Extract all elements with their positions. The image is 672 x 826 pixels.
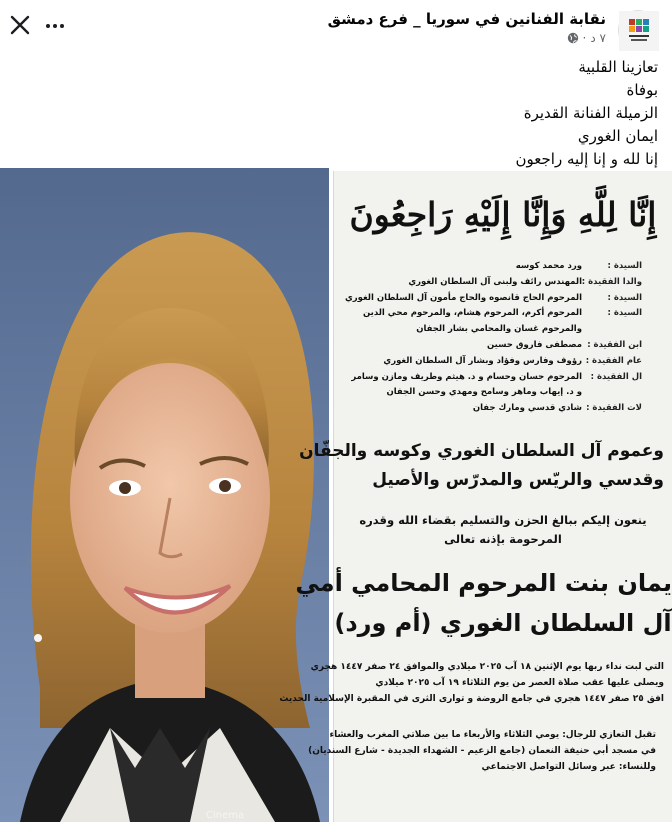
relative-row [334,354,642,370]
deceased-line: يمان بنت المرحوم المحامي أمي [295,568,672,597]
relative-row [334,275,642,291]
families-text [299,437,672,495]
relatives-list [334,259,672,417]
families-line: وقدسي والريّس والمدرّس والأصيل [372,469,664,490]
detail-line: التي لبت نداء ربها يوم الإثنين ١٨ آب ٢٠٢٥ ميلادي والموافق ٢٤ صفر ١٤٤٧ هجري [310,661,664,672]
relative-value: شادي قدسي ومارك جفان [472,403,582,414]
relative-value: ورد محمد كوسه [515,261,582,271]
relative-label [584,322,642,338]
post-line: بوفاة [626,81,658,99]
post-line: الزميلة الفنانة القديرة [523,104,658,122]
relative-row [334,306,642,322]
relative-row [334,385,642,401]
condolence-line: تقبل التعازي للرجال: يومي الثلاثاء والأربعاء ما بين صلاتي المغرب والعشاء [329,729,656,740]
globe-icon [567,32,579,44]
relative-value: المرحوم حسان وحسام و د. هيثم وطريف ومازن وسامر [351,371,582,382]
relative-row [334,401,642,417]
relative-value: و د. إيهاب وماهر وسامح ومهدي وحسن الجفان [386,387,582,398]
post-meta [567,31,606,45]
relative-value: المرحوم أكرم، المرحوم هشام، والمرحوم محي الدين [362,308,582,319]
portrait-illustration [0,168,329,822]
relative-row [334,291,642,307]
relative-value: مصطفى فاروق حسين [487,339,582,350]
relative-row [334,259,642,275]
meta-separator: · [582,31,587,45]
relative-value: المهندس رائف ولبنى آل السلطان الغوري [408,276,582,287]
relative-label [584,385,642,401]
relative-label: السيدة : [607,261,642,271]
obituary-notice[interactable] [279,171,672,822]
syndicate-logo [619,11,659,51]
relative-label: والدا الفقيدة : [581,276,642,287]
condolences-info [308,727,672,775]
photo-watermark: Cinema [206,810,245,821]
relative-value: رؤوف وفارس وفؤاد وبشار آل السلطان الغوري [383,355,582,366]
relative-value: المرحوم الحاج قانصوه والحاج مأمون آل السلطان الغوري [345,292,582,303]
condolence-line: وللنساء: عبر وسائل التواصل الاجتماعي [481,761,656,772]
detail-line: افق ٢٥ صفر ١٤٤٧ هجري في جامع الروضة و توارى الثرى في المقبرة الإسلامية الحديث [279,693,664,704]
relative-label: ال الفقيدة : [590,371,642,382]
relative-label: ابن الفقيدة : [587,339,642,350]
post-images[interactable] [0,168,672,822]
page-name[interactable]: نقابة الفنانين في سوريا _ فرع دمشق [327,10,606,28]
relative-value: والمرحوم غسان والمحامي بشار الجفان [416,324,582,335]
portrait-photo[interactable] [0,168,329,822]
deceased-line: آل السلطان الغوري (أم ورد) [334,608,672,637]
post-text [98,56,658,171]
relative-row [334,322,642,338]
quran-verse: إِنَّا لِلَّهِ وَإِنَّا إِلَيْهِ رَاجِعُونَ [349,195,657,234]
close-icon[interactable] [9,14,31,36]
relative-label: عام الفقيدة : [585,355,642,366]
funeral-details [279,659,672,707]
post-line: تعازينا القلبية [578,58,658,76]
post-header [0,0,672,56]
detail-line: ويصلى عليها عقب صلاة العصر من يوم الثلاثاء ١٩ آب ٢٠٢٥ ميلادي [375,677,664,688]
more-icon[interactable] [44,15,66,37]
announcement [334,511,672,549]
page-avatar[interactable] [618,10,658,50]
relative-label: السيدة : [607,292,642,303]
announcement-line: ينعون إليكم ببالغ الحزن والتسليم بقضاء الله وقدره [359,512,647,527]
relative-row [334,338,642,354]
families-line: وعموم آل السلطان الغوري وكوسه والجفّان [299,440,664,461]
relative-row [334,370,642,386]
condolence-line: في مسجد أبي حنيفة النعمان (جامع الزعيم - الشهداء الجديدة - شارع السنديان) [308,745,656,756]
post-line: ايمان الغوري [577,127,658,145]
relative-label: لات الفقيدة : [586,403,642,414]
post-line: إنا لله و إنا إليه راجعون [515,150,658,168]
relative-label: السيدة : [607,308,642,319]
announcement-line: المرحومة بإذنه تعالى [444,531,562,546]
post-time[interactable]: ٧ د [590,31,606,45]
deceased-name [295,563,672,643]
